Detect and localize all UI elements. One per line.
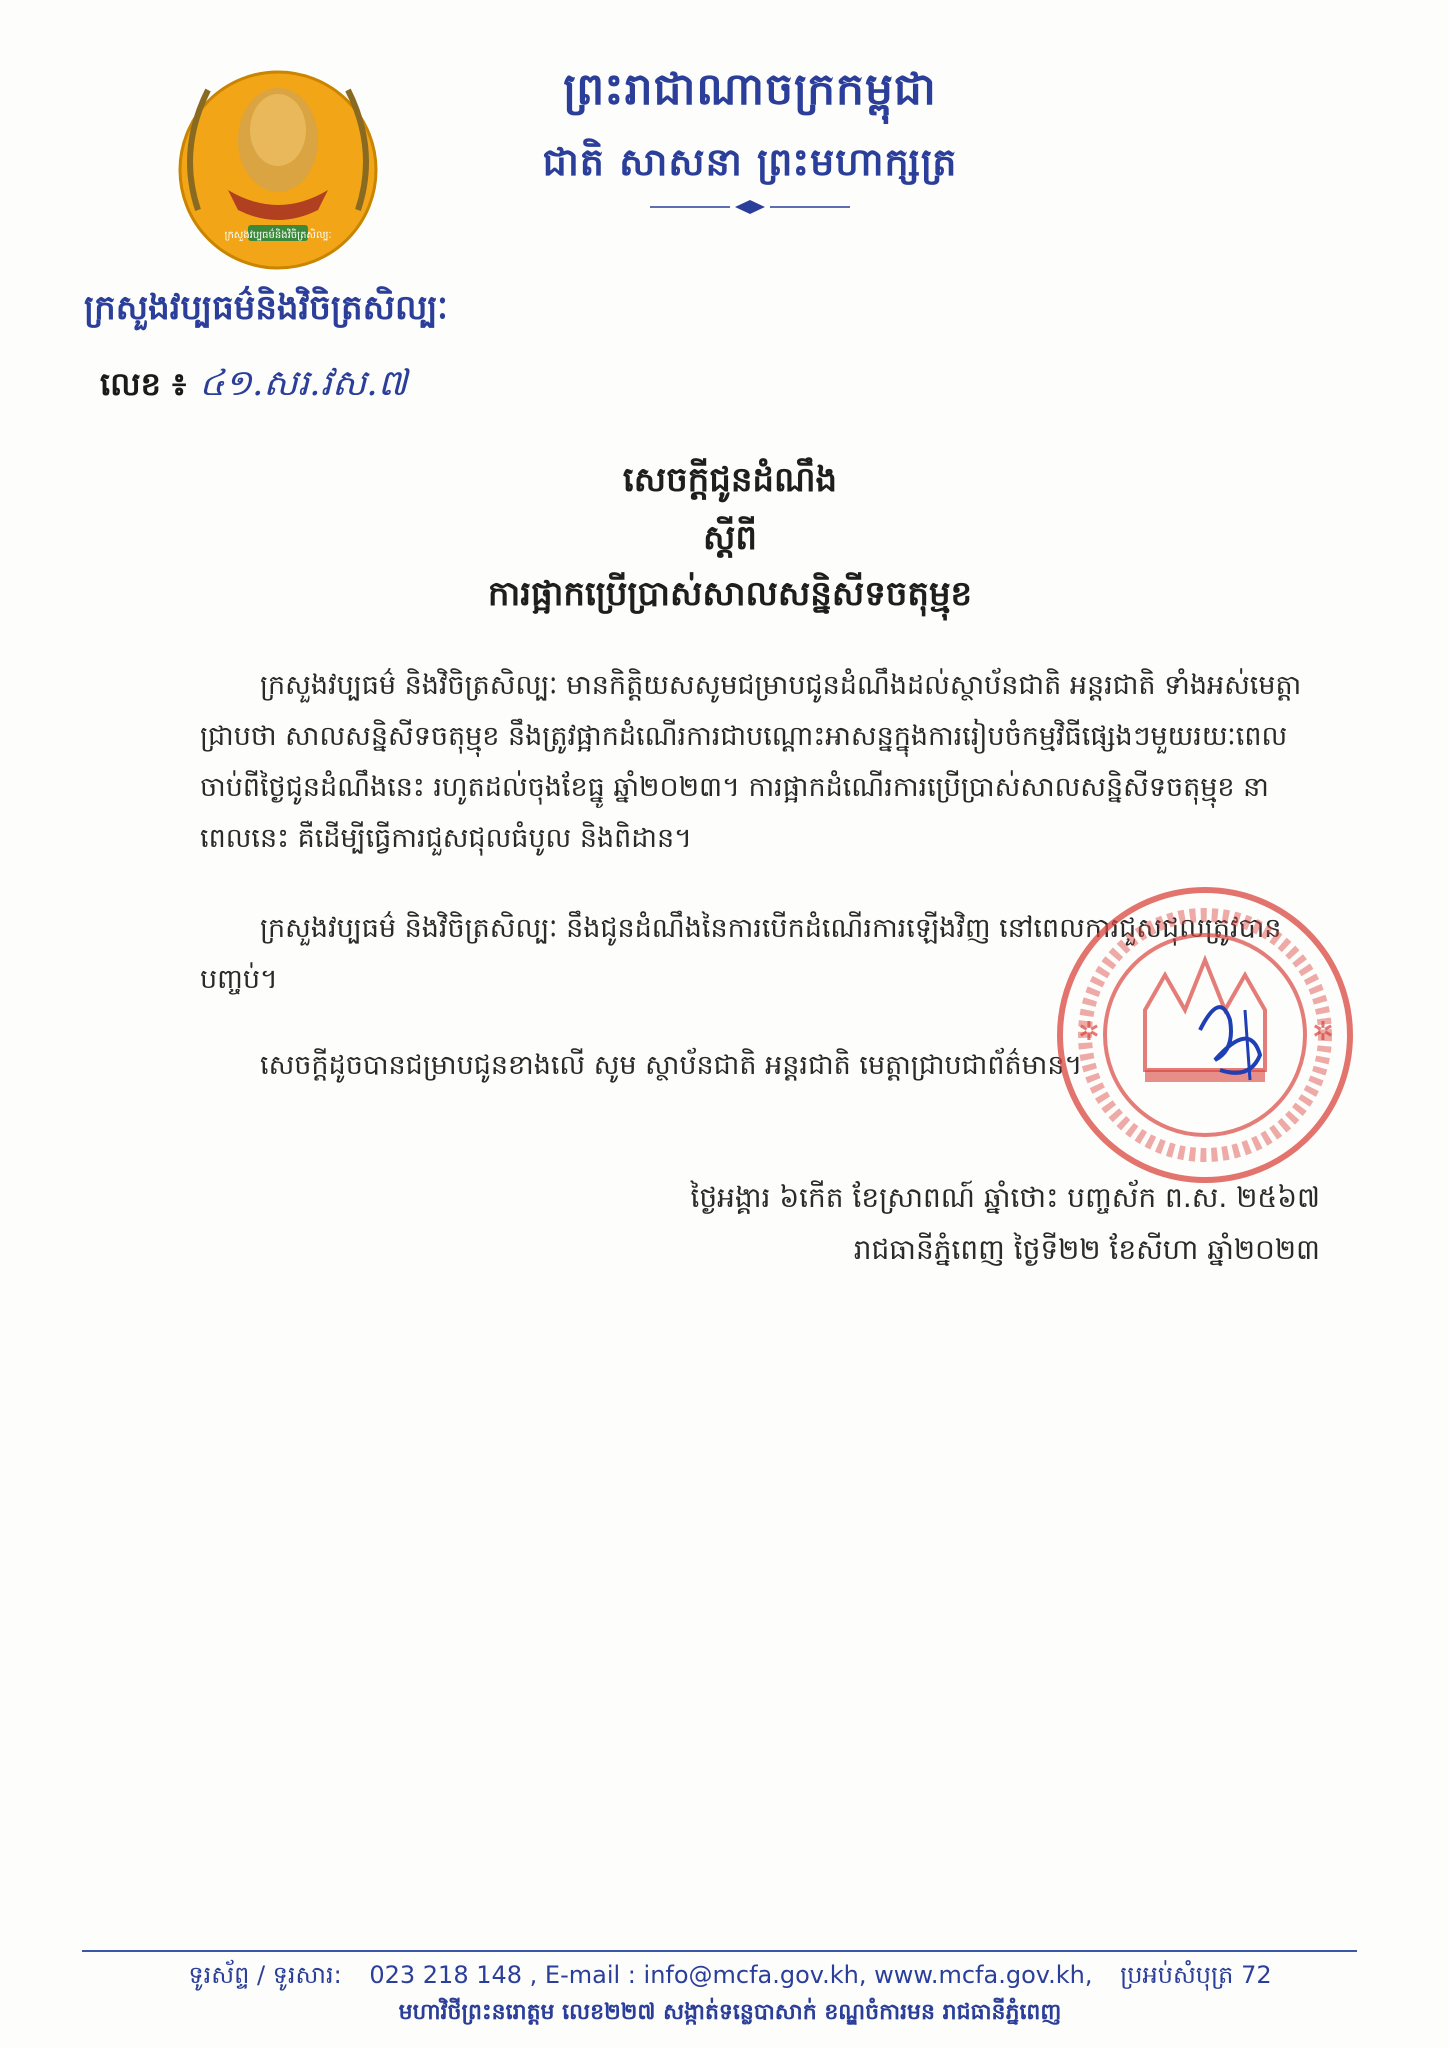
reference-number: ៤១.សរ.វស.៧ — [199, 363, 408, 404]
paragraph-1-text: ក្រសួងវប្បធម៌ និងវិចិត្រសិល្បៈ មានកិត្តិយសសូមជម្រាបជូនដំណឹងដល់ស្ថាប័នជាតិ អន្តរជាតិ ទាំងអស់មេត្តាជ្រាបថា សាលសន្និសីទចតុម្មុខ នឹងត្រូវផ្អាកដំណើរការជាបណ្ដោះអាសន្នក្នុងការរៀបចំកម្មវិធីផ្សេងៗមួយរយៈពេល ចាប់ពីថ្ងៃជូនដំណឹងនេះ រហូតដល់ចុងខែធ្នូ ឆ្នាំ២០២៣។ ការផ្អាកដំណើរការប្រើប្រាស់សាលសន្និសីទចតុម្មុខ នាពេលនេះ គឺដើម្បីធ្វើការជួសជុលធំបូល និងពិដាន។ — [200, 670, 1302, 854]
email-text: , E-mail : info@mcfa.gov.kh, — [529, 1961, 867, 1989]
ministry-logo — [168, 60, 388, 275]
footer-contact — [100, 1960, 1360, 1995]
kingdom-title: ព្រះរាជាណាចក្រកម្ពុជា — [563, 64, 937, 115]
ministry-name: ក្រសួងវប្បធម៌និងវិចិត្រសិល្បៈ — [84, 288, 448, 328]
paragraph-2-text: ក្រសួងវប្បធម៌ និងវិចិត្រសិល្បៈ នឹងជូនដំណឹងនៃការបើកដំណើរការឡើងវិញ នៅពេលការជួសជុលត្រូវបានបញ្ចប់។ — [200, 913, 1282, 995]
svg-text:✲: ✲ — [1312, 1017, 1334, 1047]
footer-divider — [82, 1950, 1357, 1952]
header-ornament — [650, 197, 850, 217]
lunar-date: ថ្ងៃអង្គារ ៦កើត ខែស្រាពណ៍ ឆ្នាំថោះ បញ្ចស័ក ព.ស. ២៥៦៧ — [690, 1181, 1320, 1214]
logo-text: ក្រសួងវប្បធម៌និងវិចិត្រសិល្បៈ — [224, 230, 332, 241]
pobox-number: 72 — [1241, 1961, 1272, 1989]
footer-address: មហាវិថីព្រះនរោត្តម លេខ២២៧ សង្កាត់ទន្លេបាសាក់ ខណ្ឌចំការមន រាជធានីភ្នំពេញ — [398, 2000, 1062, 2025]
kingdom-motto: ជាតិ សាសនា ព្រះមហាក្សត្រ — [542, 139, 958, 184]
official-seal — [1050, 880, 1360, 1190]
notice-subject: ការផ្អាកប្រើប្រាស់សាលសន្និសីទចតុម្មុខ — [487, 574, 973, 614]
solar-date: រាជធានីភ្នំពេញ ថ្ងៃទី២២ ខែសីហា ឆ្នាំ២០២៣ — [853, 1233, 1320, 1266]
reference-label: លេខ ៖ — [100, 365, 187, 403]
pobox-label: ប្រអប់សំបុត្រ — [1120, 1961, 1234, 1989]
notice-subtitle: ស្ដីពី — [703, 518, 757, 558]
svg-text:✲: ✲ — [1078, 1017, 1100, 1047]
website-link[interactable]: www.mcfa.gov.kh, — [874, 1961, 1093, 1989]
notice-title: សេចក្ដីជូនដំណឹង — [622, 460, 838, 500]
phone-number: 023 218 148 — [369, 1961, 523, 1989]
paragraph-3-text: សេចក្ដីដូចបានជម្រាបជូនខាងលើ សូម ស្ថាប័នជាតិ អន្តរជាតិ មេត្តាជ្រាបជាព័ត៌មាន។ — [260, 1050, 1083, 1081]
reference-row — [100, 360, 407, 413]
body-paragraph-1 — [200, 660, 1320, 864]
phone-label: ទូរស័ព្ទ / ទូរសារ: — [188, 1961, 342, 1989]
